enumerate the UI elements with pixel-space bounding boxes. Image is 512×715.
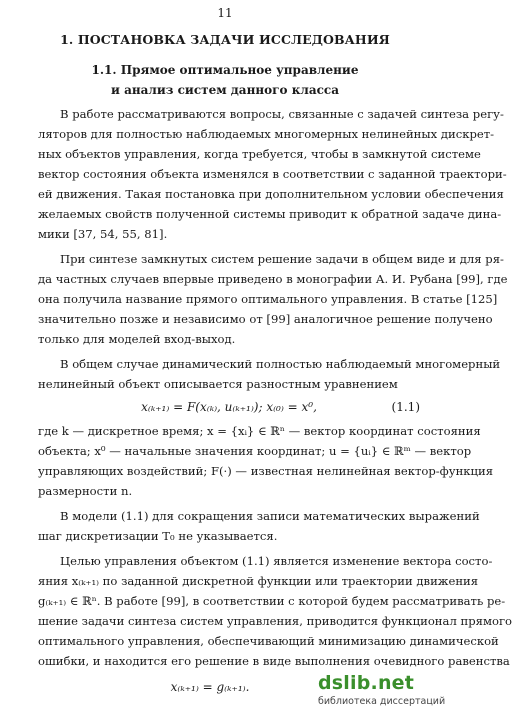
paragraph-5-line: В модели (1.1) для сокращения записи математических выражений (60, 509, 480, 523)
logo-wordmark: dslib.net (318, 672, 415, 694)
paragraph-6-line: оптимального управления, обеспечивающий минимизацию динамической (38, 634, 499, 648)
equation-number: (1.1) (391, 400, 420, 414)
paragraph-4-line: где k — дискретное время; x = {xᵢ} ∈ ℝⁿ — вектор координат состояния (38, 424, 481, 438)
paragraph-1-line: В работе рассматриваются вопросы, связанные с задачей синтеза регу- (60, 107, 504, 121)
paragraph-2-line: значительно позже и независимо от [99] аналогичное решение получено (38, 312, 493, 326)
paragraph-4-line: объекта; x⁰ — начальные значения координат; u = {uᵢ} ∈ ℝᵐ — вектор (38, 444, 472, 458)
equation-2: x₍ₖ₊₁₎ = g₍ₖ₊₁₎. (170, 680, 250, 694)
equation-1-1: x₍ₖ₊₁₎ = F(x₍ₖ₎, u₍ₖ₊₁₎); x₍₀₎ = x⁰, (141, 400, 317, 414)
paragraph-2-line: При синтезе замкнутых систем решение задачи в общем виде и для ря- (60, 252, 504, 266)
section-title-line-1: 1.1. Прямое оптимальное управление (91, 63, 359, 77)
paragraph-1-line: ных объектов управления, когда требуется, чтобы в замкнутой системе (38, 147, 481, 161)
section-title-line-2: и анализ систем данного класса (111, 83, 339, 97)
page-number: 11 (217, 6, 233, 20)
logo-subtitle: библиотека диссертаций (318, 696, 446, 707)
paragraph-1-line: ей движения. Такая постановка при дополнительном условии обеспечения (38, 187, 504, 201)
paragraph-4-line: размерности n. (38, 484, 133, 498)
paragraph-3-line: В общем случае динамический полностью наблюдаемый многомерный (60, 357, 501, 371)
paragraph-6-line: Целью управления объектом (1.1) является изменение вектора состо- (60, 554, 493, 568)
paragraph-3-line: нелинейный объект описывается разностным уравнением (38, 377, 398, 391)
paragraph-1-line: желаемых свойств полученной системы приводит к обратной задаче дина- (38, 207, 502, 221)
paragraph-1-line: вектор состояния объекта изменялся в соответствии с заданной траектори- (38, 167, 507, 181)
chapter-title: 1. ПОСТАНОВКА ЗАДАЧИ ИССЛЕДОВАНИЯ (60, 32, 390, 47)
paragraph-1-line: ляторов для полностью наблюдаемых многомерных нелинейных дискрет- (38, 127, 495, 141)
paragraph-6-line: шение задачи синтеза систем управления, приводится функционал прямого (38, 614, 512, 628)
paragraph-6-line: g₍ₖ₊₁₎ ∈ ℝⁿ. В работе [99], в соответствии с которой будем рассматривать ре- (38, 594, 506, 608)
section-title (0, 60, 450, 100)
paragraph-2-line: она получила название прямого оптимального управления. В статье [125] (38, 292, 498, 306)
paragraph-2-line: только для моделей вход-выход. (38, 332, 236, 346)
paragraph-2-line: да частных случаев впервые приведено в монографии А. И. Рубана [99], где (38, 272, 508, 286)
dslib-logo[interactable] (318, 672, 448, 714)
paragraph-4-line: управляющих воздействий; F(·) — известная нелинейная вектор-функция (38, 464, 494, 478)
paragraph-6-line: ошибки, и находится его решение в виде выполнения очевидного равенства (38, 654, 510, 668)
paragraph-6-line: яния x₍ₖ₊₁₎ по заданной дискретной функции или траектории движения (38, 574, 479, 588)
paragraph-5-line: шаг дискретизации T₀ не указывается. (38, 529, 278, 543)
paragraph-1-line: мики [37, 54, 55, 81]. (38, 227, 168, 241)
